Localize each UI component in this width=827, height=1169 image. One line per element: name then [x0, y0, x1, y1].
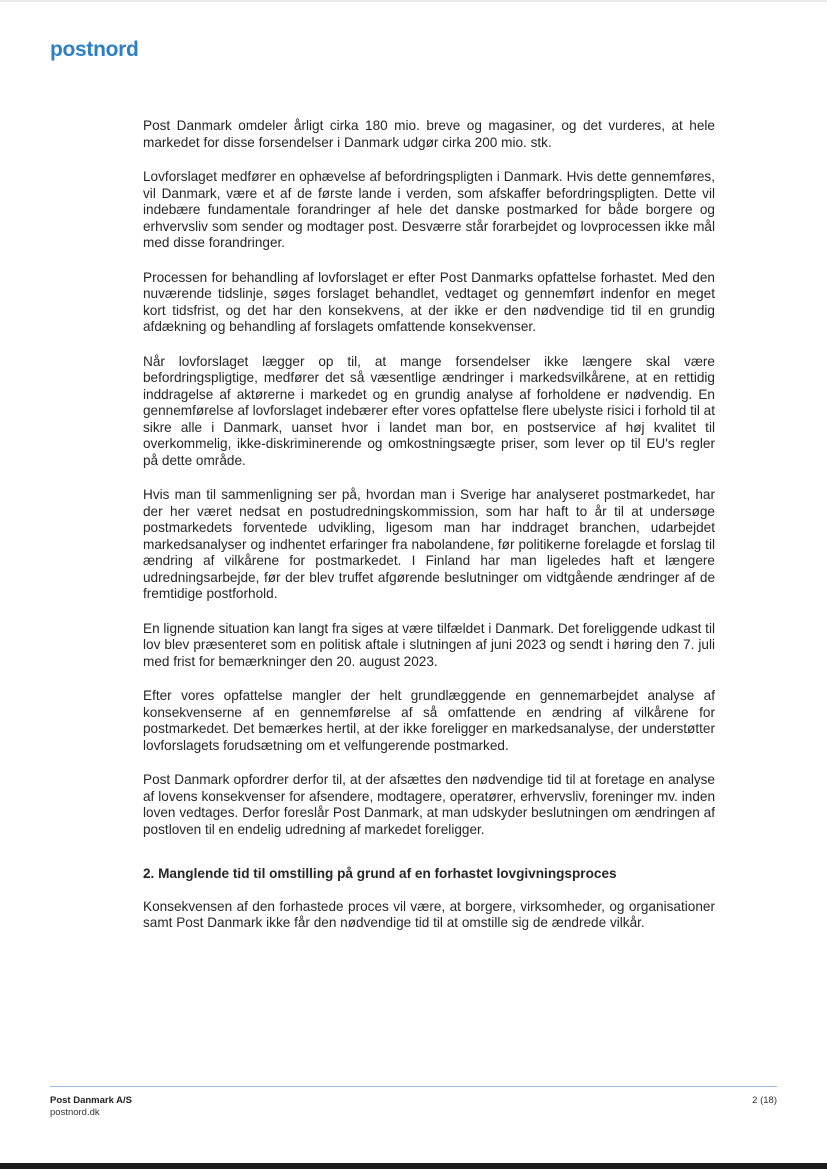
paragraph: Processen for behandling af lovforslaget er efter Post Danmarks opfattelse forhastet. Med den nuværende tidslinje, søges forslaget behandlet, vedtaget og gennemført indenfor en meget kort tidsfrist, og det har den konsekvens, at der ikke er den nødvendige tid til en grundig afdækning og behandling af forslagets omfattende konsekvenser. — [143, 269, 715, 334]
scan-top-edge — [0, 0, 827, 2]
paragraph: Efter vores opfattelse mangler der helt grundlæggende en gennemarbejdet analyse af konsekvenserne af en gennemførelse af så omfattende en ændring af vilkårene for postmarkedet. Det bemærkes hertil, at der ikke foreligger en markedsanalyse, der understøtter lovforslagets forudsætning om et velfungerende postmarked. — [143, 688, 715, 753]
footer-company-name: Post Danmark A/S — [50, 1095, 133, 1106]
paragraph: Hvis man til sammenligning ser på, hvordan man i Sverige har analyseret postmarkedet, har der her været nedsat en postudredningskommission, som har haft to år til at undersøge postmarkedets forventede udvikling, ligesom man har inddraget branchen, udarbejdet markedsanalyser og indhentet erfaringer fra nabolandene, før politikerne forelagde et forslag til ændring af vilkårene for postmarkedet. I Finland har man ligeledes haft et længere udredningsarbejde, før der blev truffet afgørende beslutninger om vidtgående ændringer af de fremtidige postforhold. — [143, 487, 715, 601]
paragraph: Post Danmark opfordrer derfor til, at der afsættes den nødvendige tid til at foretage en analyse af lovens konsekvenser for afsendere, modtagere, operatører, erhvervsliv, foreninger mv. inden loven vedtages. Derfor foreslår Post Danmark, at man udskyder beslutningen om ændringen af postloven til en endelig udredning af markedet foreligger. — [143, 772, 715, 837]
page-number: 2 (18) — [752, 1095, 777, 1106]
paragraph: Når lovforslaget lægger op til, at mange forsendelser ikke længere skal være befordringspligtige, medfører det så væsentlige ændringer i markedsvilkårene, at en rettidig inddragelse af aktørerne i markedet og en grundig analyse af forholdene er nødvendig. En gennemførelse af lovforslaget indebærer efter vores opfattelse flere ubelyste risici i forhold til at sikre alle i Danmark, uanset hvor i landet man bor, en postservice af høj kvalitet til overkommelig, ikke-diskriminerende og omkostningsægte priser, som lever op til EU's regler på dette område. — [143, 353, 715, 468]
postnord-logo: postnord — [50, 38, 139, 61]
section-heading: 2. Manglende tid til omstilling på grund af en forhastet lovgivningsproces — [143, 866, 617, 881]
footer-divider — [50, 1086, 777, 1087]
paragraph: En lignende situation kan langt fra siges at være tilfældet i Danmark. Det foreliggende udkast til lov blev præsenteret som en politisk aftale i slutningen af juni 2023 og sendt i høring den 7. juli med frist for bemærkninger den 20. august 2023. — [143, 620, 715, 669]
paragraph: Post Danmark omdeler årligt cirka 180 mio. breve og magasiner, og det vurderes, at hele markedet for disse forsendelser i Danmark udgør cirka 200 mio. stk. — [143, 118, 715, 150]
footer-website: postnord.dk — [50, 1107, 100, 1118]
letter-body — [143, 118, 715, 950]
paragraph: Lovforslaget medfører en ophævelse af befordringspligten i Danmark. Hvis dette gennemføres, vil Danmark, være et af de første lande i verden, som afskaffer befordringspligten. Dette vil indebære fundamentale forandringer af hele det danske postmarked for både borgere og erhvervsliv som sender og modtager post. Desværre står forarbejdet og lovprocessen ikke mål med disse forandringer. — [143, 169, 715, 250]
scan-bottom-edge — [0, 1163, 827, 1169]
paragraph: Konsekvensen af den forhastede proces vil være, at borgere, virksomheder, og organisationer samt Post Danmark ikke får den nødvendige tid til at omstille sig de ændrede vilkår. — [143, 898, 715, 930]
